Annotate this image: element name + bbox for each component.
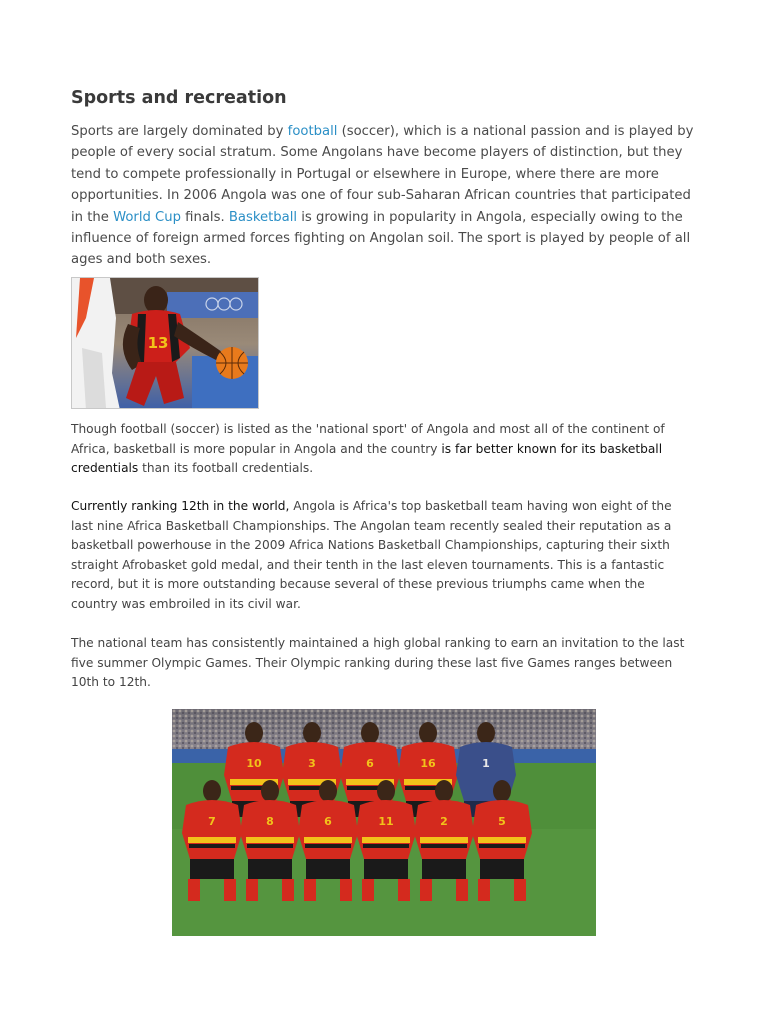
paragraph-intro [71, 121, 699, 271]
text-span: (soccer), which is a national passion and is played by people of every social stratum. Some Angolans have become players of distinction, but they tend to compete professionally in Portugal or elsewhere in Europe, where there are more opportunities. In 2006 Angola was one of four sub-Saharan African countries that participated in the [71, 124, 694, 225]
paragraph-ranking [71, 497, 693, 615]
text-span: Currently ranking 12th in the world, [71, 499, 290, 513]
link-world-cup[interactable]: World Cup [113, 209, 181, 225]
section-heading: Sports and recreation [71, 88, 287, 108]
jersey-number-text: 8 [266, 815, 274, 828]
text-span: is far better known for its basketball credentials [71, 441, 663, 476]
jersey-number-text: 11 [378, 815, 394, 828]
jersey-number-text: 6 [324, 815, 332, 828]
jersey-number-text: 1 [482, 757, 490, 770]
jersey-number-text: 5 [498, 815, 506, 828]
text-span: is growing in popularity in Angola, especially owing to the influence of foreign armed forces fighting on Angolan soil. The sport is played by people of all ages and both sexes. [71, 209, 691, 268]
football-team-photo [172, 709, 596, 936]
jersey-number-text: 2 [440, 815, 448, 828]
text-span: finals. [180, 209, 229, 225]
jersey-number-text: 3 [308, 757, 316, 770]
jersey-number-text: 10 [246, 757, 262, 770]
basketball-player-photo [71, 277, 259, 409]
text-span: Sports are largely dominated by [71, 124, 288, 139]
text-span: Angola is Africa's top basketball team having won eight of the last nine Africa Basketball Championships. The Angolan team recently sealed their reputation as a basketball powerhouse in the 2009 Africa Nations Basketball Championships, capturing their sixth straight Afrobasket gold medal, and their tenth in the last eleven tournaments. This is a fantastic record, but it is more outstanding because several of these previous triumphs came when the country was embroiled in its civil war. [71, 499, 672, 611]
text-span: than its football credentials. [138, 461, 314, 476]
link-basketball[interactable]: Basketball [228, 209, 298, 225]
text-span: Though football (soccer) is listed as the 'national sport' of Angola and most all of the continent of Africa, basketball is more popular in Angola and the country [71, 422, 665, 456]
jersey-number-text: 13 [147, 334, 169, 352]
jersey-number-text: 6 [366, 757, 374, 770]
jersey-number-text: 7 [208, 815, 216, 828]
paragraph-olympics: The national team has consistently maintained a high global ranking to earn an invitation to the last five summer Olympic Games. Their Olympic ranking during these last five Games ranges between 10th to 12th. [71, 636, 685, 690]
paragraph-national-sport [71, 420, 693, 479]
jersey-number-text: 16 [420, 757, 436, 770]
link-football[interactable]: football [287, 124, 338, 139]
